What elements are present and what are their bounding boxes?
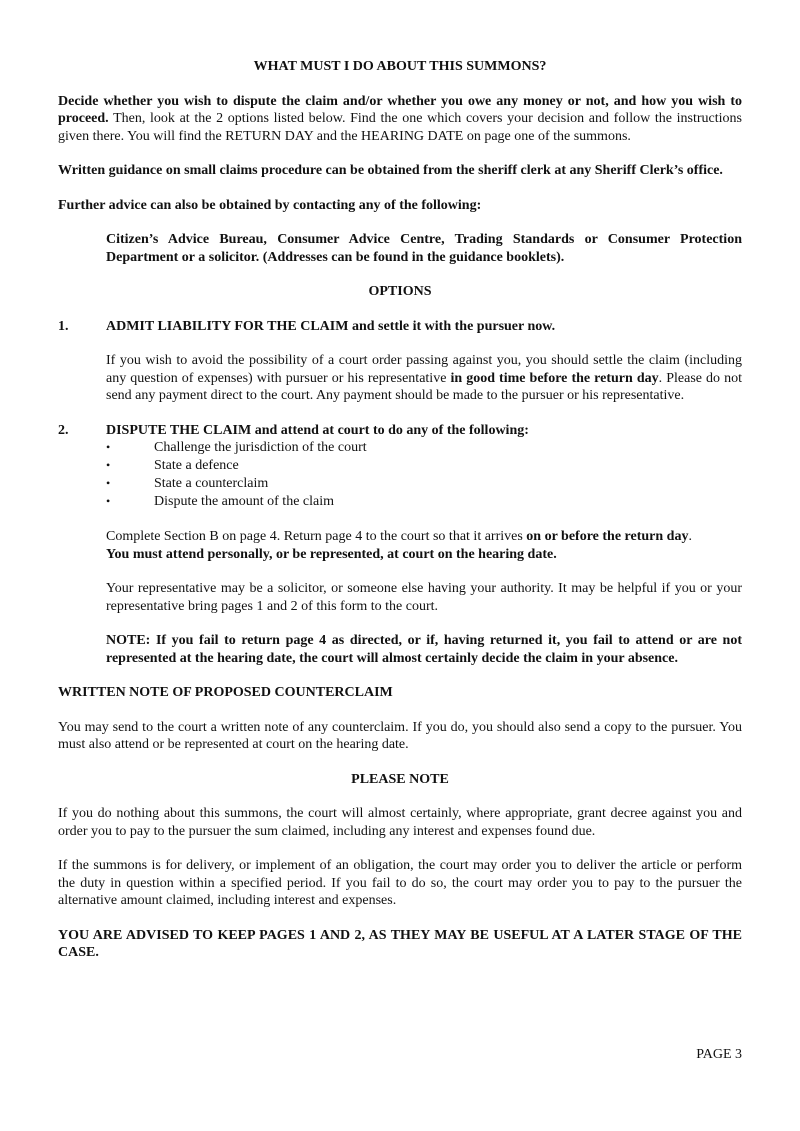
bullet-icon: • (106, 440, 111, 454)
option-1-text-bold: in good time before the return day (450, 370, 659, 386)
option-2-complete-bold: on or before the return day (526, 529, 689, 544)
option-1-title-bold: ADMIT LIABILITY FOR THE CLAIM (106, 318, 349, 334)
list-item (106, 475, 742, 493)
option-2-complete-text (106, 528, 742, 563)
option-2-note: NOTE: If you fail to return page 4 as directed, or if, having returned it, you fail to attend or are not represented at the hearing date, the court will almost certainly decide the claim in your absence. (106, 633, 742, 666)
list-item-text: State a counterclaim (154, 476, 269, 491)
option-2-title-bold: DISPUTE THE CLAIM (106, 422, 252, 438)
option-2-attend-text: You must attend personally, or be represented, at court on the hearing date. (106, 546, 557, 562)
list-item (106, 493, 742, 511)
counterclaim-heading: WRITTEN NOTE OF PROPOSED COUNTERCLAIM (58, 685, 393, 700)
page-title: WHAT MUST I DO ABOUT THIS SUMMONS? (253, 59, 547, 74)
option-1-text (106, 352, 742, 405)
list-item (106, 457, 742, 475)
option-2-bullet-list (106, 439, 742, 511)
options-heading: OPTIONS (368, 284, 432, 299)
option-1-title-rest: and settle it with the pursuer now. (348, 318, 556, 334)
document-page (58, 58, 742, 962)
option-1-text-a: If you wish to avoid the possibility of a court order passing against you, you should settle the claim (including any question of expenses) with pursuer or his representative (106, 353, 742, 386)
list-item-text: Dispute the amount of the claim (154, 494, 335, 509)
option-1-number: 1. (58, 318, 69, 334)
option-1-text-b: . Please do not send any payment direct to the court. Any payment should be made to the pursuer or his representative. (106, 370, 742, 403)
bullet-icon: • (106, 458, 111, 472)
advice-heading: Further advice can also be obtained by contacting any of the following: (58, 197, 482, 213)
advised-paragraph: YOU ARE ADVISED TO KEEP PAGES 1 AND 2, AS THEY MAY BE USEFUL AT A LATER STAGE OF THE CASE. (58, 927, 742, 960)
option-2-complete-b: . (688, 529, 692, 544)
bullet-icon: • (106, 494, 111, 508)
please-note-heading: PLEASE NOTE (351, 771, 449, 787)
list-item (106, 439, 742, 457)
option-2-representative-text: Your representative may be a solicitor, or someone else having your authority. It may be helpful if you or your representative bring pages 1 and 2 of this form to the court. (106, 581, 742, 614)
intro-bold: Decide whether you wish to dispute the claim and/or whether you owe any money or not, and how you wish to proceed. (58, 93, 742, 126)
advice-list: Citizen’s Advice Bureau, Consumer Advice Centre, Trading Standards or Consumer Protection Department or a solicitor. (Addresses can be found in the guidance booklets). (106, 232, 742, 265)
option-2-title-rest: and attend at court to do any of the following: (251, 422, 529, 438)
intro-paragraph (58, 93, 742, 146)
option-1-heading (58, 318, 742, 336)
bullet-icon: • (106, 476, 111, 490)
guidance-paragraph: Written guidance on small claims procedure can be obtained from the sheriff clerk at any Sheriff Clerk’s office. (58, 163, 723, 178)
option-2-heading (58, 422, 742, 440)
list-item-text: Challenge the jurisdiction of the court (154, 440, 367, 455)
list-item-text: State a defence (154, 458, 239, 473)
intro-rest: Then, look at the 2 options listed below. Find the one which covers your decision and follow the instructions given there. You will find the RETURN DAY and the HEARING DATE on page one of the summons. (58, 111, 742, 144)
option-2-number: 2. (58, 422, 69, 438)
counterclaim-text: You may send to the court a written note of any counterclaim. If you do, you should also send a copy to the pursuer. You must also attend or be represented at court on the hearing date. (58, 719, 742, 752)
option-2-complete-a: Complete Section B on page 4. Return page 4 to the court so that it arrives (106, 529, 527, 544)
please-note-paragraph-2: If the summons is for delivery, or implement of an obligation, the court may order you to deliver the article or perform the duty in question within a specified period. If you fail to do so, the court may order you to pay to the pursuer the alternative amount claimed, including interest and expenses. (58, 858, 742, 908)
page-number: PAGE 3 (696, 1047, 742, 1062)
please-note-paragraph-1: If you do nothing about this summons, the court will almost certainly, where appropriate, grant decree against you and order you to pay to the pursuer the sum claimed, including any interest and expenses found due. (58, 806, 742, 839)
